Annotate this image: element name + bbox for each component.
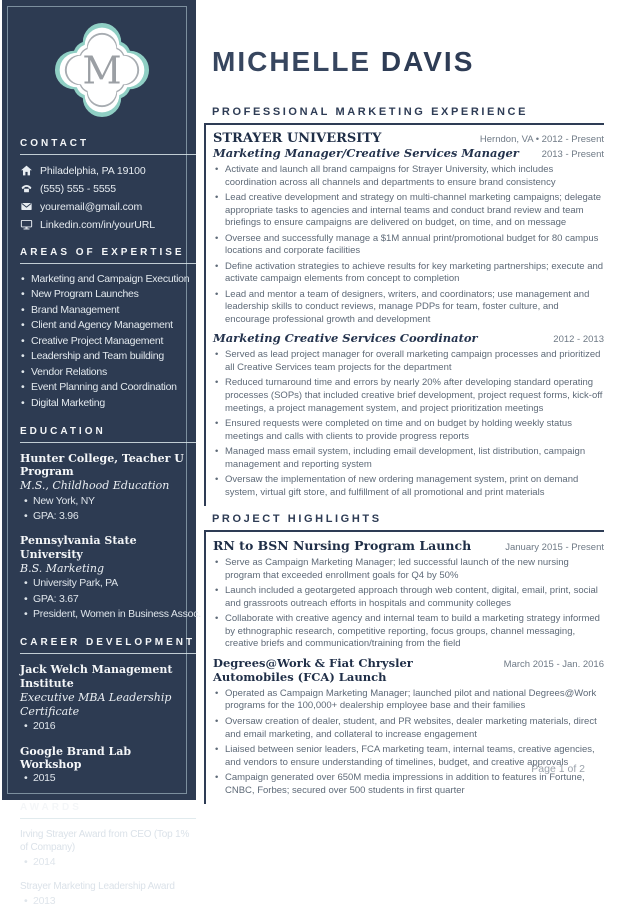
- award-title: Strayer Marketing Leadership Award: [20, 881, 175, 893]
- project-dates: January 2015 - Present: [505, 542, 604, 554]
- career-title: Executive MBA Leadership Certificate: [20, 690, 172, 719]
- list-item: • Managed mass email system, including email development, list distribution, campaign management and reporting system: [213, 446, 604, 471]
- list-item: • Client and Agency Management: [20, 319, 192, 332]
- list-item: • Collaborate with creative agency and internal team to build a marketing strategy informed by ethnographic research, competitive reporting, focus groups, channel messaging, creative briefs and communication/training from the field: [213, 613, 604, 651]
- education-details: [20, 495, 201, 524]
- education-details: [20, 577, 201, 621]
- career-org: Jack Welch Management Institute: [20, 663, 173, 690]
- list-item: • Launch included a geotargeted approach through web content, digital, email, print, social and grassroots outreach efforts in hospitals and community colleges: [213, 585, 604, 610]
- role-title: Marketing Manager/Creative Services Manager: [213, 146, 519, 160]
- education-entry: [20, 534, 201, 621]
- page-number: Page 1 of 2: [531, 763, 585, 775]
- awards-heading: AWARDS: [20, 802, 196, 819]
- award-details: [20, 856, 201, 869]
- project-dates: March 2015 - Jan. 2016: [503, 658, 604, 670]
- list-item: • 2016: [20, 720, 201, 733]
- project-bullets: [213, 557, 604, 651]
- role-bullets: [213, 349, 604, 499]
- role-dates: 2012 - 2013: [553, 334, 604, 346]
- list-item: • Liaised between senior leaders, FCA marketing team, internal teams, creative agencies, and vendors to ensure understanding of timelines, budget, and creative approvals: [213, 744, 604, 769]
- award-entry: [20, 828, 193, 869]
- list-item: • Served as lead project manager for overall marketing campaign processes and prioritized all Creative Services team projects for the department: [213, 349, 604, 374]
- education-school: Pennsylvania State University: [20, 534, 137, 561]
- list-item: • Reduced turnaround time and errors by nearly 20% after developing standard operating processes (SOPs) that included creative brief development, project request forms, kick-off meetings, a project management system, and project prioritization meetings: [213, 377, 604, 415]
- contact-linkedin: Linkedin.com/in/yourURL: [40, 218, 156, 231]
- experience-heading: PROFESSIONAL MARKETING EXPERIENCE: [204, 106, 604, 125]
- list-item: • Campaign generated over 650M media impressions in addition to features in Fortune, CNBC, Forbes; secured over 500 students in first quarter: [213, 772, 604, 797]
- list-item: • Oversaw creation of dealer, student, and PR websites, dealer marketing materials, direct and email marketing, and collateral to increase engagement: [213, 716, 604, 741]
- award-entry: [20, 880, 193, 908]
- list-item: • Leadership and Team building: [20, 350, 192, 363]
- list-item: • Lead creative development and strategy on multi-channel marketing campaigns; delegate appropriate tasks to agencies and internal teams and conduct brand review and team briefings to ensure campaigns are delivered on budget, on time, and on message: [213, 192, 604, 230]
- projects-section: [204, 513, 604, 804]
- project-title: RN to BSN Nursing Program Launch: [213, 538, 472, 554]
- contact-list: [20, 164, 184, 231]
- list-item: • Ensured requests were completed on time and on budget by holding weekly status meetings and calls with clients to provide progress reports: [213, 418, 604, 443]
- home-icon: [20, 164, 33, 177]
- list-item: • Serve as Campaign Marketing Manager; led successful launch of the new nursing program that exceeded enrollment goals for Q4 by 50%: [213, 557, 604, 582]
- contact-item-phone: [20, 182, 184, 195]
- list-item: • 2014: [20, 856, 201, 869]
- career-entry: [20, 745, 193, 786]
- education-heading: EDUCATION: [20, 426, 196, 443]
- monogram-letter: M: [82, 48, 122, 94]
- contact-item-email: [20, 200, 184, 213]
- main-content: [204, 0, 604, 804]
- award-title: Irving Strayer Award from CEO (Top 1% of Company): [20, 828, 190, 854]
- award-details: [20, 895, 201, 908]
- sidebar: [0, 0, 201, 907]
- role-title: Marketing Creative Services Coordinator: [213, 331, 478, 346]
- list-item: • GPA: 3.96: [20, 510, 201, 523]
- career-org: Google Brand Lab Workshop: [20, 744, 132, 772]
- list-item: • Marketing and Campaign Execution: [20, 273, 192, 286]
- list-item: • 2015: [20, 772, 201, 785]
- monogram-badge: [54, 18, 150, 122]
- expertise-heading: AREAS OF EXPERTISE: [20, 247, 196, 264]
- career-details: [20, 772, 201, 785]
- role-dates: 2013 - Present: [541, 149, 604, 160]
- career-development-heading: CAREER DEVELOPMENT: [20, 637, 196, 654]
- phone-icon: [20, 182, 33, 195]
- education-degree: M.S., Childhood Education: [20, 479, 170, 493]
- list-item: • Event Planning and Coordination: [20, 381, 192, 394]
- list-item: • Lead and mentor a team of designers, writers, and coordinators; use management and leadership skills to conduct reviews, manage PDPs for team, foster culture, and encourage professional growth and development: [213, 289, 604, 327]
- email-icon: [20, 200, 33, 213]
- project-bullets: [213, 688, 604, 797]
- list-item: • Digital Marketing: [20, 397, 192, 410]
- linkedin-icon: [20, 218, 33, 231]
- expertise-list: [20, 273, 192, 410]
- list-item: • Define activation strategies to achieve results for key marketing partnerships; execute and activate campaign elements from concept to completion: [213, 261, 604, 286]
- experience-section: [204, 106, 604, 506]
- career-details: [20, 720, 201, 733]
- list-item: • Creative Project Management: [20, 335, 192, 348]
- list-item: • President, Women in Business Assoc.: [20, 608, 201, 621]
- contact-email: youremail@gmail.com: [40, 200, 143, 213]
- role-bullets: [213, 164, 604, 326]
- company-name: STRAYER UNIVERSITY: [213, 131, 382, 146]
- contact-address: Philadelphia, PA 19100: [40, 164, 146, 177]
- last-name: DAVIS: [380, 46, 475, 77]
- list-item: • New Program Launches: [20, 288, 192, 301]
- contact-heading: CONTACT: [20, 138, 196, 155]
- career-entry: [20, 663, 193, 733]
- list-item: • GPA: 3.67: [20, 593, 201, 606]
- projects-heading: PROJECT HIGHLIGHTS: [204, 513, 604, 532]
- education-school: Hunter College, Teacher U Program: [20, 451, 184, 479]
- education-entry: [20, 452, 193, 524]
- list-item: • 2013: [20, 895, 201, 908]
- list-item: • Brand Management: [20, 304, 192, 317]
- first-name: MICHELLE: [212, 46, 372, 77]
- contact-phone: (555) 555 - 5555: [40, 182, 117, 195]
- list-item: • Vendor Relations: [20, 366, 192, 379]
- list-item: • New York, NY: [20, 495, 201, 508]
- page-title: [212, 46, 604, 78]
- list-item: • University Park, PA: [20, 577, 201, 590]
- list-item: • Oversaw the implementation of new ordering management system, print on demand system, virtual gift store, and fulfillment of all promotional and print materials: [213, 474, 604, 499]
- contact-item-linkedin: [20, 218, 184, 231]
- list-item: • Oversee and successfully manage a $1M annual print/promotional budget for 80 campus locations and corporate facilities: [213, 233, 604, 258]
- contact-item-address: [20, 164, 184, 177]
- project-title: Degrees@Work & Fiat Chrysler Automobiles (FCA) Launch: [213, 655, 413, 684]
- education-degree: B.S. Marketing: [20, 561, 105, 575]
- list-item: • Operated as Campaign Marketing Manager; launched pilot and national Degrees@Work programs for the 100,000+ dealership employee base and their families: [213, 688, 604, 713]
- company-dates: Herndon, VA • 2012 - Present: [479, 134, 604, 145]
- list-item: • Activate and launch all brand campaigns for Strayer University, which includes coordination across all channels and departments to ensure brand consistency: [213, 164, 604, 189]
